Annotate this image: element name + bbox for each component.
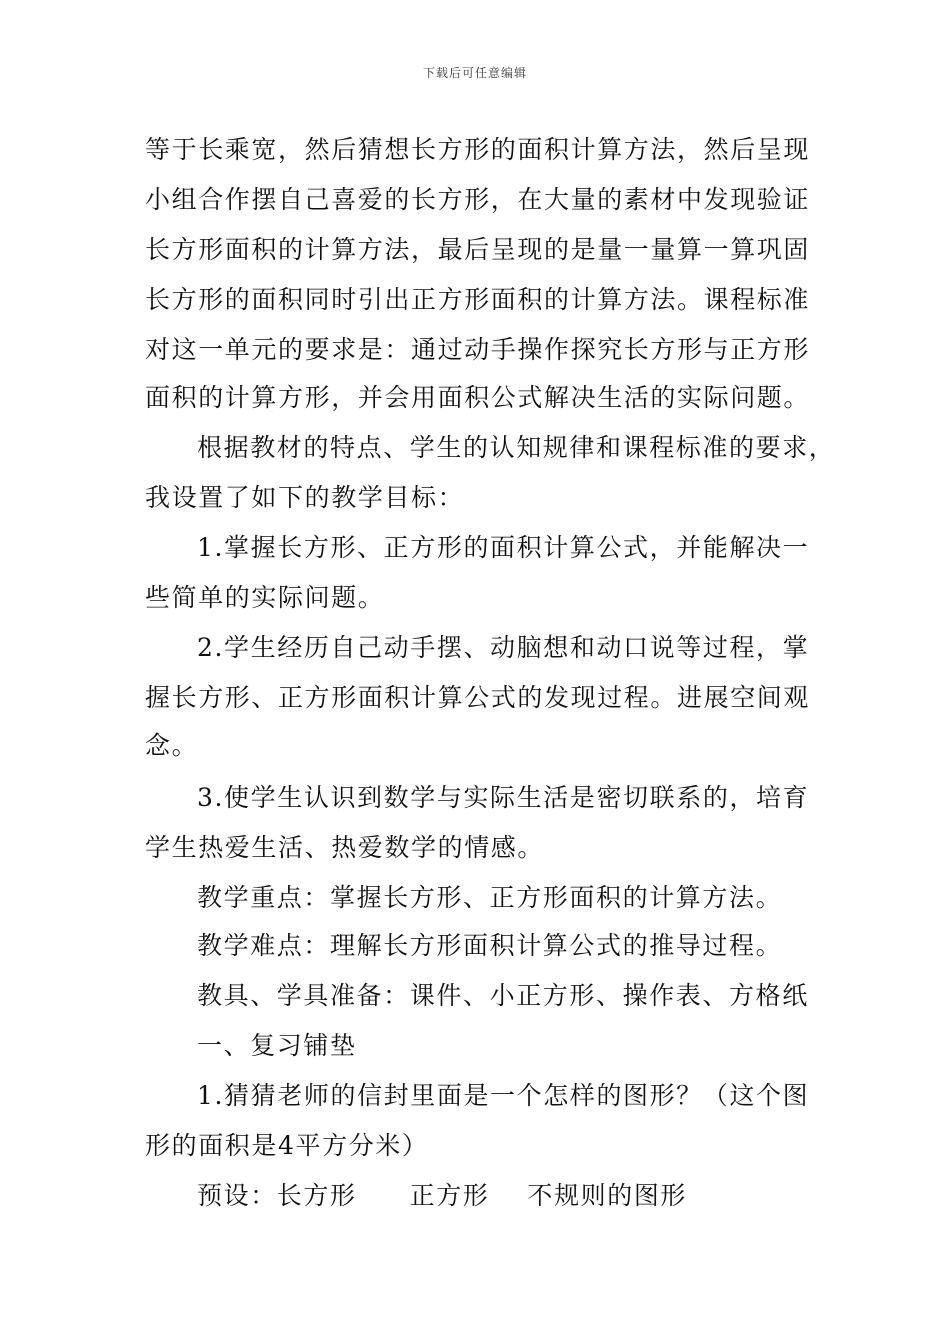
goal-3-line-2: 学生热爱生活、热爱数学的情感。 — [145, 833, 545, 862]
teaching-materials: 教具、学具准备：课件、小正方形、操作表、方格纸 — [197, 981, 809, 1010]
body-line-3: 长方形面积的计算方法，最后呈现的是量一量算一算巩固 — [145, 235, 811, 264]
body-line-8: 我设置了如下的教学目标： — [145, 483, 465, 512]
question-1-line-2: 形的面积是4平方分米） — [145, 1131, 429, 1160]
goal-1-line-2: 些简单的实际问题。 — [145, 583, 385, 612]
question-1-line-1: 1.猜猜老师的信封里面是一个怎样的图形？（这个图 — [197, 1081, 810, 1110]
body-line-4: 长方形的面积同时引出正方形面积的计算方法。课程标准 — [145, 285, 811, 314]
goal-2-line-1: 2.学生经历自己动手摆、动脑想和动口说等过程，掌 — [197, 633, 810, 662]
teaching-difficulty: 教学难点：理解长方形面积计算公式的推导过程。 — [197, 931, 783, 960]
preset-answers — [197, 1181, 687, 1211]
goal-2-line-3: 念。 — [145, 731, 199, 760]
body-line-6: 面积的计算方形，并会用面积公式解决生活的实际问题。 — [145, 383, 811, 412]
section-heading-review: 一、复习铺垫 — [197, 1031, 357, 1060]
body-line-2: 小组合作摆自己喜爱的长方形，在大量的素材中发现验证 — [145, 185, 811, 214]
body-line-1: 等于长乘宽，然后猜想长方形的面积计算方法，然后呈现 — [145, 135, 811, 164]
preset-option-square: 正方形 — [409, 1181, 490, 1210]
preset-label: 预设：长方形 — [197, 1181, 357, 1210]
goal-1-line-1: 1.掌握长方形、正方形的面积计算公式，并能解决一 — [197, 533, 810, 562]
teaching-focus: 教学重点：掌握长方形、正方形面积的计算方法。 — [197, 883, 783, 912]
goal-2-line-2: 握长方形、正方形面积计算公式的发现过程。进展空间观 — [145, 683, 811, 712]
goal-3-line-1: 3.使学生认识到数学与实际生活是密切联系的，培育 — [197, 783, 810, 812]
preset-option-irregular: 不规则的图形 — [527, 1181, 688, 1210]
body-line-5: 对这一单元的要求是：通过动手操作探究长方形与正方形 — [145, 335, 811, 364]
page-header: 下载后可任意编辑 — [422, 66, 527, 80]
paragraph-goals-intro: 根据教材的特点、学生的认知规律和课程标准的要求， — [197, 433, 836, 462]
